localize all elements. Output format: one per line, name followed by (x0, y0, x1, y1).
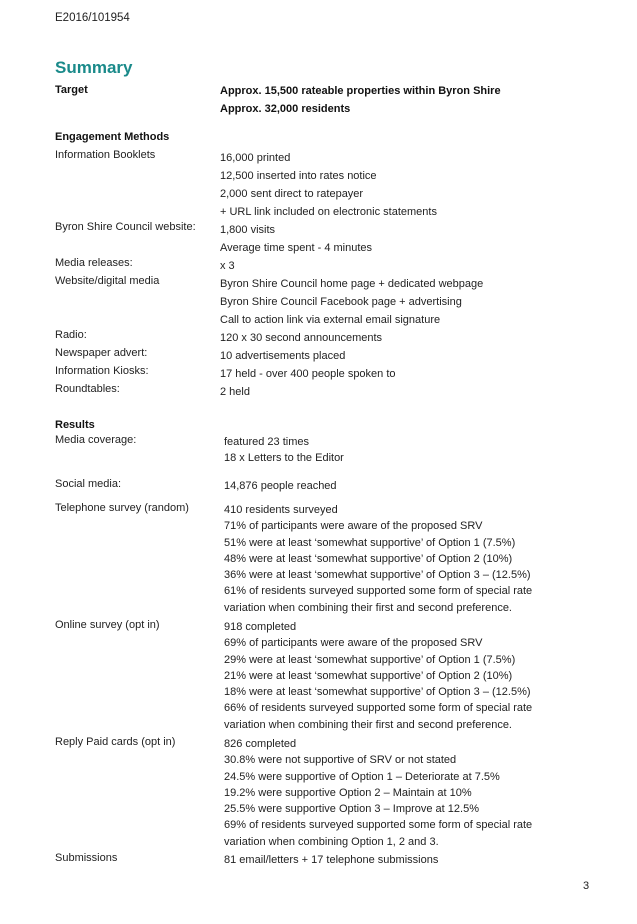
value-line: + URL link included on electronic statements (220, 206, 437, 218)
results-values (224, 502, 532, 616)
engagement-label: Information Kiosks: (55, 365, 149, 377)
results-values (224, 852, 438, 868)
results-values (224, 478, 337, 494)
value-line: 71% of participants were aware of the proposed SRV (224, 520, 483, 533)
engagement-values (220, 383, 250, 401)
value-line: 2,000 sent direct to ratepayer (220, 188, 364, 200)
engagement-values (220, 347, 345, 365)
value-line: 826 completed (224, 738, 297, 750)
value-line: 17 held - over 400 people spoken to (220, 368, 396, 380)
value-line: Average time spent - 4 minutes (220, 242, 373, 254)
value-line: 51% were at least ‘somewhat supportive’ of Option 1 (7.5%) (224, 536, 516, 549)
results-label: Media coverage: (55, 434, 137, 446)
value-line: 29% were at least ‘somewhat supportive’ of Option 1 (7.5%) (224, 653, 516, 666)
value-line: variation when combining their first and second preference. (224, 718, 512, 731)
results-label: Submissions (55, 852, 118, 864)
engagement-label: Radio: (55, 329, 87, 341)
value-line: 14,876 people reached (224, 480, 337, 492)
value-line: x 3 (220, 260, 235, 272)
value-line: Call to action link via external email signature (220, 314, 441, 326)
value-line: 69% of participants were aware of the proposed SRV (224, 637, 483, 650)
target-line: Approx. 15,500 rateable properties within Byron Shire (220, 85, 501, 97)
value-line: 918 completed (224, 621, 297, 633)
results-label: Telephone survey (random) (55, 502, 189, 514)
page-number: 3 (583, 880, 590, 892)
value-line: 21% were at least ‘somewhat supportive’ of Option 2 (10%) (224, 669, 513, 682)
engagement-values (220, 365, 396, 383)
results-label: Social media: (55, 478, 122, 490)
engagement-values (220, 275, 483, 329)
engagement-values (220, 329, 382, 347)
value-line: 18% were at least ‘somewhat supportive’ of Option 3 – (12.5%) (224, 686, 531, 699)
value-line: 81 email/letters + 17 telephone submissions (224, 854, 439, 866)
engagement-label: Newspaper advert: (55, 347, 148, 359)
value-line: 1,800 visits (220, 224, 276, 236)
value-line: 18 x Letters to the Editor (224, 452, 344, 465)
target-values (220, 82, 501, 118)
value-line: 410 residents surveyed (224, 504, 338, 516)
value-line: 10 advertisements placed (220, 350, 346, 362)
value-line: 2 held (220, 386, 250, 398)
value-line: 19.2% were supportive Option 2 – Maintain at 10% (224, 786, 472, 799)
engagement-values (220, 221, 372, 257)
results-values (224, 619, 532, 733)
target-label: Target (55, 84, 88, 96)
engagement-label: Information Booklets (55, 149, 156, 161)
engagement-values (220, 257, 235, 275)
engagement-label: Byron Shire Council website: (55, 221, 196, 233)
value-line: featured 23 times (224, 436, 309, 448)
summary-heading: Summary (55, 58, 133, 77)
engagement-label: Roundtables: (55, 383, 120, 395)
results-values (224, 434, 344, 467)
value-line: Byron Shire Council Facebook page + advertising (220, 296, 462, 308)
results-values (224, 736, 532, 850)
results-label: Reply Paid cards (opt in) (55, 736, 176, 748)
value-line: 12,500 inserted into rates notice (220, 170, 377, 182)
value-line: variation when combining Option 1, 2 and 3. (224, 835, 439, 848)
value-line: 36% were at least ‘somewhat supportive’ of Option 3 – (12.5%) (224, 569, 531, 582)
value-line: 48% were at least ‘somewhat supportive’ of Option 2 (10%) (224, 552, 513, 565)
value-line: Byron Shire Council home page + dedicated webpage (220, 278, 484, 290)
value-line: 24.5% were supportive of Option 1 – Deteriorate at 7.5% (224, 770, 500, 783)
value-line: variation when combining their first and second preference. (224, 601, 512, 614)
document-reference: E2016/101954 (55, 12, 130, 24)
value-line: 120 x 30 second announcements (220, 332, 383, 344)
value-line: 30.8% were not supportive of SRV or not stated (224, 754, 457, 767)
results-label: Online survey (opt in) (55, 619, 160, 631)
value-line: 25.5% were supportive Option 3 – Improve at 12.5% (224, 803, 479, 816)
engagement-label: Website/digital media (55, 275, 160, 287)
engagement-heading: Engagement Methods (55, 131, 170, 143)
target-line: Approx. 32,000 residents (220, 103, 351, 115)
engagement-label: Media releases: (55, 257, 133, 269)
value-line: 66% of residents surveyed supported some form of special rate (224, 702, 533, 715)
value-line: 69% of residents surveyed supported some form of special rate (224, 819, 533, 832)
engagement-values (220, 149, 437, 221)
value-line: 61% of residents surveyed supported some form of special rate (224, 585, 533, 598)
value-line: 16,000 printed (220, 152, 291, 164)
results-heading: Results (55, 419, 95, 431)
